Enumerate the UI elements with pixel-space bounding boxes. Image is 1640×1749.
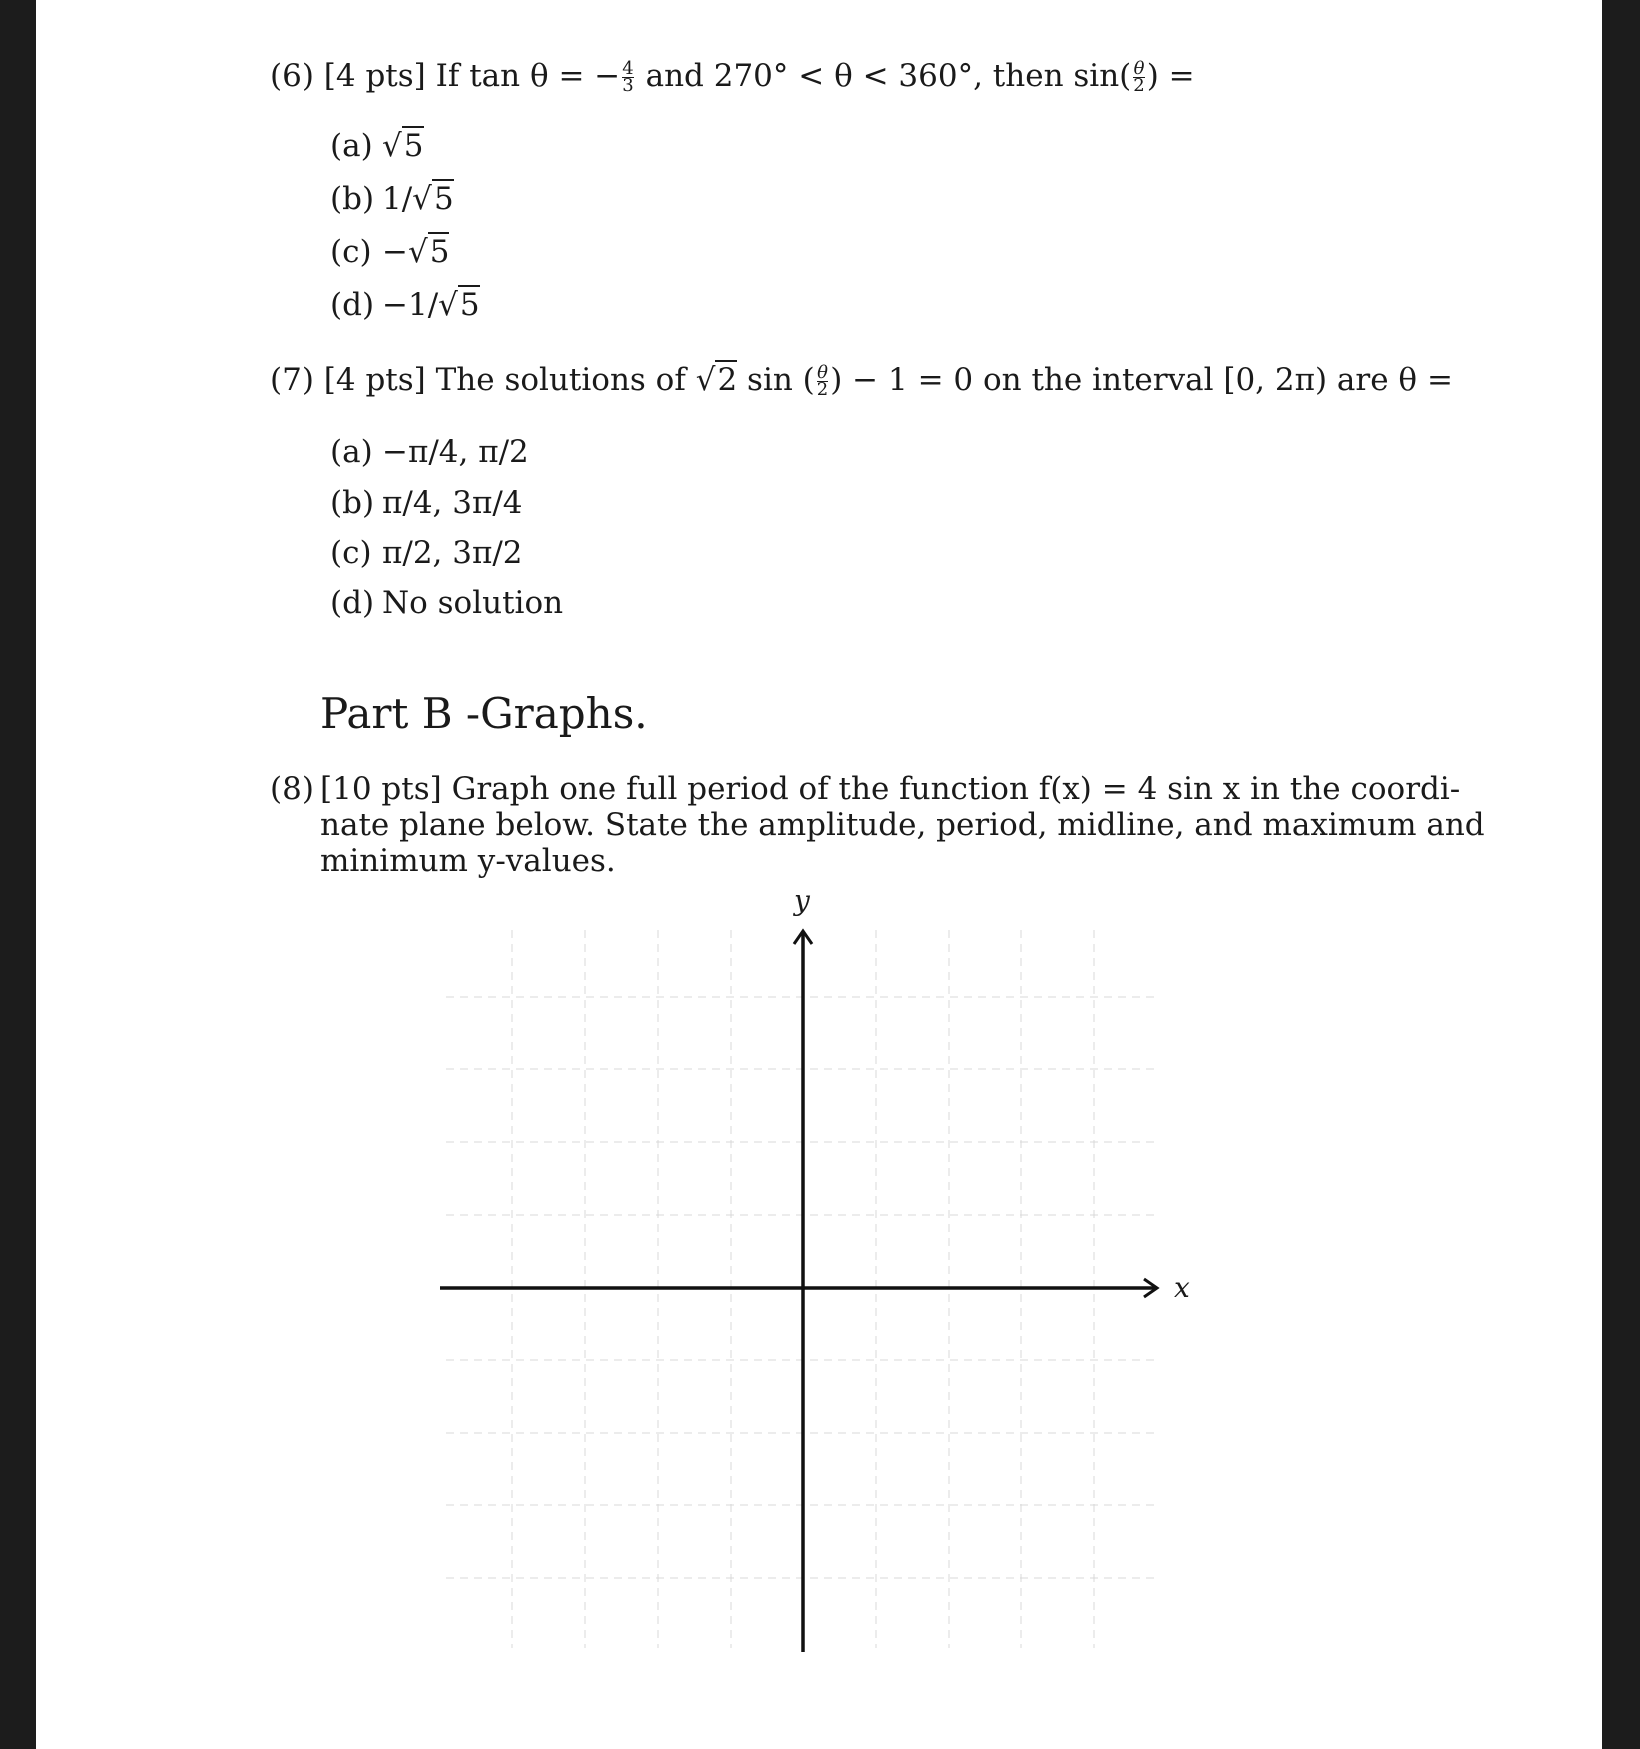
- question-text-suffix: ) =: [1146, 58, 1195, 94]
- question-text-mid: and 270° < θ < 360°, then sin(: [635, 58, 1132, 94]
- question-text: The solutions of: [435, 362, 696, 398]
- radicand: 5: [403, 128, 424, 164]
- question-points: [4 pts]: [323, 362, 426, 398]
- radicand: 5: [459, 287, 480, 323]
- fraction-denominator: 2: [1133, 75, 1145, 96]
- fraction-numerator: θ: [1133, 58, 1145, 79]
- fraction-numerator: θ: [817, 362, 828, 383]
- sqrt: √5: [407, 234, 450, 270]
- option-text: π/4, 3π/4: [382, 485, 523, 521]
- option-label: (b): [330, 181, 375, 217]
- option-label: (c): [330, 234, 372, 270]
- option-label: (a): [330, 434, 373, 470]
- option-text: 1/: [382, 181, 413, 217]
- option-text: −π/4, π/2: [382, 434, 529, 470]
- question-8-line: minimum y-values.: [320, 843, 616, 879]
- fraction-numerator: 4: [622, 58, 634, 79]
- option-label: (a): [330, 128, 373, 164]
- option-label: (c): [330, 535, 372, 571]
- option-label: (d): [330, 585, 375, 621]
- option-text: −1/: [382, 287, 439, 323]
- option-text: π/2, 3π/2: [382, 535, 523, 571]
- question-text-suffix: ) − 1 = 0 on the interval [0, 2π) are θ =: [830, 362, 1453, 398]
- option-label: (d): [330, 287, 375, 323]
- option-text: −: [382, 234, 408, 270]
- radicand: 5: [433, 181, 454, 217]
- sin-text: sin (: [737, 362, 815, 398]
- radicand: 2: [717, 362, 738, 398]
- coordinate-plane[interactable]: [36, 0, 1602, 1749]
- section-heading: Part B -Graphs.: [320, 689, 648, 738]
- question-points: [4 pts]: [323, 58, 426, 94]
- option-label: (b): [330, 485, 375, 521]
- sqrt: √5: [412, 181, 454, 217]
- question-number: (6): [270, 58, 314, 94]
- question-text-line: Graph one full period of the function f(x) = 4 sin x in the coordi-: [451, 771, 1461, 807]
- worksheet-page: [36, 0, 1602, 1749]
- axes: [440, 931, 1157, 1652]
- x-axis-label: x: [1174, 1271, 1190, 1304]
- question-8-line: nate plane below. State the amplitude, period, midline, and maximum and: [320, 807, 1485, 843]
- y-axis-label: y: [794, 884, 810, 917]
- question-number: (7): [270, 362, 314, 398]
- fraction-denominator: 3: [622, 75, 634, 96]
- option-text: No solution: [382, 585, 564, 621]
- question-points: [10 pts]: [320, 771, 442, 807]
- sqrt: √2: [695, 362, 738, 398]
- question-number: (8): [270, 771, 314, 807]
- sqrt: √5: [438, 287, 480, 323]
- fraction-denominator: 2: [816, 379, 829, 400]
- radicand: 5: [429, 234, 450, 270]
- sqrt: √5: [382, 128, 424, 164]
- question-text: If tan θ = −: [435, 58, 621, 94]
